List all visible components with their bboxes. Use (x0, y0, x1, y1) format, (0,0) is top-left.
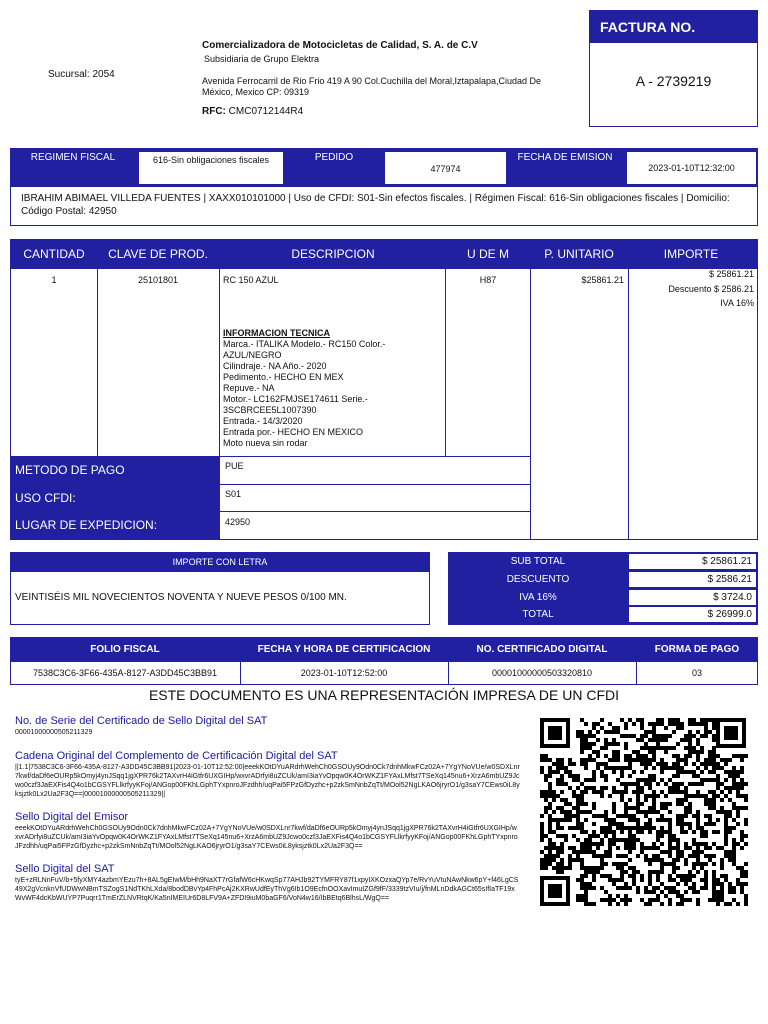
item-descuento: Descuento $ 2586.21 (668, 284, 754, 294)
item-iva: IVA 16% (720, 298, 754, 308)
tech-line: Entrada.- 14/3/2020 (223, 416, 303, 426)
letra-label: IMPORTE CON LETRA (11, 553, 429, 572)
regimen-value: 616-Sin obligaciones fiscales (139, 152, 283, 184)
rfc-value: CMC0712144R4 (228, 106, 304, 117)
lugar-label: LUGAR DE EXPEDICION: (15, 518, 158, 532)
invoice-title: FACTURA NO. (590, 11, 757, 43)
descuento-value: $ 2586.21 (629, 572, 756, 587)
vline (445, 268, 446, 456)
customer-info: IBRAHIM ABIMAEL VILLEDA FUENTES | XAXX010101000 | Uso de CFDI: S01-Sin efectos fiscales. | Régimen Fiscal: 616-Sin obligaciones fiscales | Domicilio: Código Postal: 42950 (21, 193, 730, 217)
subtotal-value: $ 25861.21 (629, 554, 756, 569)
rfc-label: RFC: (202, 106, 226, 117)
lugar-value: 42950 (225, 517, 251, 527)
metodo-value: PUE (225, 461, 244, 471)
iva-value: $ 3724.0 (629, 590, 756, 605)
nocert-label: NO. CERTIFICADO DIGITAL (476, 644, 608, 655)
folio-value: 7538C3C6-3F66-435A-8127-A3DD45C3BB91 (32, 668, 218, 678)
tech-line: Marca.- ITALIKA Modelo.- RC150 Color.- (223, 339, 386, 349)
letra-value: VEINTISÉIS MIL NOVECIENTOS NOVENTA Y NUEVE PESOS 0/100 MN. (15, 592, 347, 603)
fecha-label: FECHA DE EMISION (517, 152, 613, 163)
customer-box (10, 186, 758, 226)
item-descripcion: RC 150 AZUL (223, 275, 279, 285)
tech-line: Cilindraje.- NA Año.- 2020 (223, 361, 327, 371)
col-cantidad: CANTIDAD (23, 247, 85, 261)
vline (219, 268, 220, 540)
tech-line: Moto nueva sin rodar (223, 438, 308, 448)
sucursal: Sucursal: 2054 (48, 69, 115, 80)
tech-line: Motor.- LC162FMJSE174611 Serie.- (223, 394, 368, 404)
folio-label: FOLIO FISCAL (90, 644, 160, 655)
total-label: TOTAL (522, 609, 554, 620)
pedido-label: PEDIDO (314, 152, 354, 163)
forma-value: 03 (691, 668, 702, 678)
fecha-value: 2023-01-10T12:32:00 (627, 152, 756, 184)
emisor-value: eeekKOtDYuARdrhWehCh0GSOUy9Odn0Ck7dnhMkwFCz02A+7YgYNoVUe/w0SDXLnr7kwf/daDf6eOURp5kOmyj4ynJSqq1jgXPR76k2TAXvrH4iGtfr6UXGIHp/wxvrADrfyi8uZCUk/amI3iaYvOpqw0K4OrWKZ1FYAxLMfst7TSeXq145nu6+XrzA6mbUZ9Jcwo0czf3JaEXFis4Q4o1bCGSYFLlkrfyyKFoj/ANGop00FKhLGphTYxpnroJFzdhh/uqPai5FPzGfDyzhc+p2zkSmNnbZqTt/MOol52NgLKAO6jryrO1/g3saY7CEws0iL8yksjztk0Lx2Ua2F3Q== (15, 825, 518, 850)
cadena-value: ||1.1|7538C3C6-3F66-435A-8127-A3DD45C3BB91|2023-01-10T12:52:00|eeekKOtDYuARdrhWehCh0GSOUy9Odn0Ck7dnhMkwFCz02A+7YgYNoVUe/w0SDXLnr7kwf/daDf6eOURp5kOmyj4ynJSqq1jgXPR76k2TAXvrH4iGtfr6UXGIHp/wxvrADrfyi8uZCUk/amI3iaYvOpqw0K4OrWKZ1FYAxLMfst7TSeXq145nu6+XrzA6mbUZ9Jcwo0czf3JaEXFis4Q4o1bCGSYFLlkrfyyKFoj/ANGop00FKhLGphTYxpnroJFzdhh/uqPai5FPzGfDyzhc+p2zkSmNnbZqTt/MOol52NgLKAO6jryrO1/g3saY7CEws0iL8yksjztk0Lx2Ua2F3Q==|00001000000505211329|| (15, 764, 520, 798)
nocert-value: 00001000000503320810 (491, 668, 593, 678)
item-udm: H87 (479, 275, 497, 285)
tech-line: 3SCBRCEE5L1007390 (223, 405, 317, 415)
representacion: ESTE DOCUMENTO ES UNA REPRESENTACIÓN IMPRESA DE UN CFDI (148, 687, 620, 703)
item-clave: 25101801 (137, 275, 179, 285)
item-punitario: $25861.21 (581, 275, 624, 285)
col-punitario: P. UNITARIO (544, 247, 614, 261)
hline (219, 484, 530, 485)
qr-code (538, 716, 748, 908)
tech-line: Repuve.- NA (223, 383, 275, 393)
tech-line: AZUL/NEGRO (223, 350, 282, 360)
tech-line: Pedimento.- HECHO EN MEX (223, 372, 344, 382)
forma-label: FORMA DE PAGO (654, 644, 740, 655)
col-importe: IMPORTE (663, 247, 719, 261)
pedido-value: 477974 (385, 152, 506, 184)
hline (219, 456, 530, 457)
serie-title: No. de Serie del Certificado de Sello Digital del SAT (15, 715, 268, 727)
hline (219, 511, 530, 512)
emisor-title: Sello Digital del Emisor (15, 811, 129, 823)
rfc (202, 106, 303, 117)
col-descripcion: DESCRIPCION (291, 247, 375, 261)
invoice-box (589, 10, 758, 127)
invoice-number: A - 2739219 (635, 73, 712, 89)
issuer-name: Comercializadora de Motocicletas de Calidad, S. A. de C.V (202, 40, 478, 51)
regimen-label: REGIMEN FISCAL (30, 152, 116, 163)
descuento-label: DESCUENTO (506, 574, 570, 585)
item-importe: $ 25861.21 (708, 269, 754, 279)
vline (628, 268, 629, 540)
sat-title: Sello Digital del SAT (15, 863, 115, 875)
metodo-label: METODO DE PAGO (15, 463, 125, 477)
issuer-subsidiary: Subsidiaria de Grupo Elektra (204, 54, 320, 64)
tech-title: INFORMACION TECNICA (223, 328, 330, 338)
cadena-title: Cadena Original del Complemento de Certificación Digital del SAT (15, 750, 338, 762)
vline (530, 268, 531, 540)
cert-fecha-value: 2023-01-10T12:52:00 (300, 668, 388, 678)
issuer-address: Avenida Ferrocarril de Rio Frio 419 A 90 Col.Cuchilla del Moral,Iztapalapa,Ciudad De México, Mexico CP: 09319 (202, 76, 542, 97)
letra-box (10, 552, 430, 625)
col-udm: U DE M (467, 247, 509, 261)
tech-line: Entrada por.- HECHO EN MEXICO (223, 427, 364, 437)
vline (97, 268, 98, 456)
uso-label: USO CFDI: (15, 491, 76, 505)
serie-value: 00001000000505211329 (15, 729, 93, 736)
sat-value: tyE+zRLNnFuV/b+5fyXMY4azbmYEzu7h+8AL5gEIwM/bHh9NaXT7rGfafW6cHKwqSp77AHJb92TYMFRY87f1xpyIXKOzxaQYp7e/RvYuVtuNAwNkw6pY+f46LgCS49X2gVcnknVfUDWwNBmTSZogS1NdTKhLXda/8bodDBvYp4FhPcAj2KXRwUdfEyThVg6Ib1O9EcfnOOXavImuIZGf9fF/3339tzVIu/j/fnMLnDdkAGCt65sIfIaTF19xWvWF4dcKbWUYP7Puqrr1TmErZLNVRtqK/Ka5nIMEIUr6D8LFV9A+ZFDI9iuM0baGF6/VoN4w16/IbBEtq6BlhsL/WgQ== (15, 877, 519, 902)
item-cantidad: 1 (51, 275, 57, 285)
iva-label: IVA 16% (519, 592, 557, 603)
total-value: $ 26999.0 (629, 607, 756, 622)
tech-info (223, 328, 443, 449)
uso-value: S01 (225, 489, 242, 499)
subtotal-label: SUB TOTAL (510, 556, 566, 567)
col-clave: CLAVE DE PROD. (108, 247, 208, 261)
cert-fecha-label: FECHA Y HORA DE CERTIFICACION (257, 644, 431, 655)
